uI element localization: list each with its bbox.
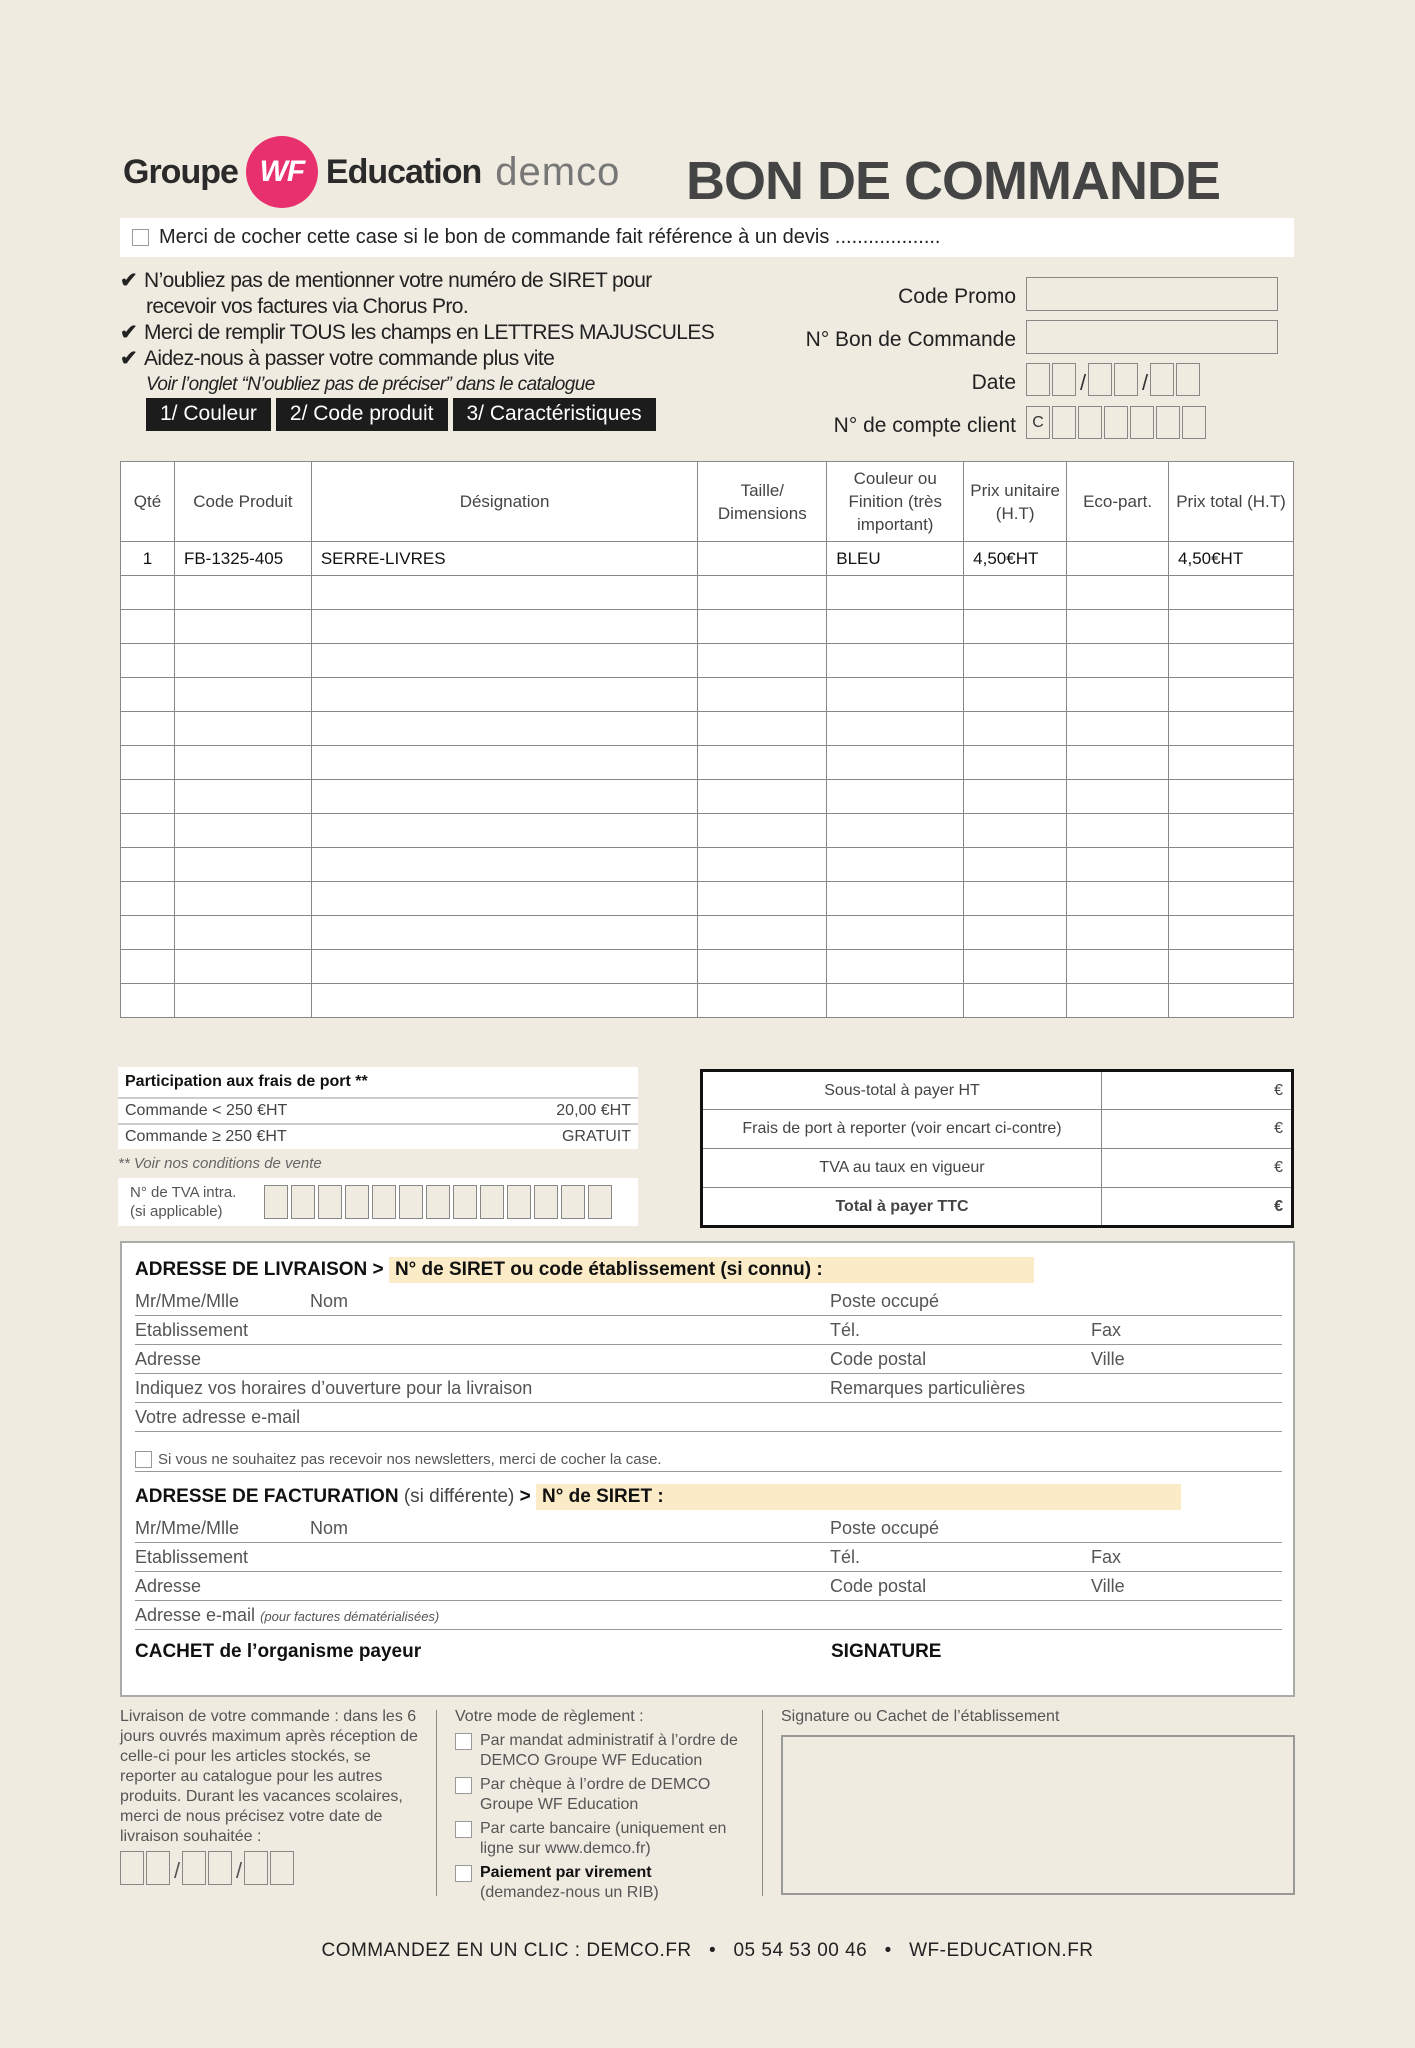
table-cell[interactable] [827,576,964,610]
livraison-text: Livraison de votre commande : dans les 6 jours ouvrés maximum après réception de celle-ci pour les articles stockés, se reporter au catalogue pour les autres produits. Durant les vacances scolaires, merci de nous précisez votre date de livraison souhaitée : [120,1708,418,1845]
table-row [121,678,1294,712]
slash: / [1141,370,1149,395]
fax-field[interactable]: Fax [1091,1547,1122,1567]
livraison-title: ADRESSE DE LIVRAISON [135,1259,368,1280]
date-input[interactable] [1026,363,1202,403]
table-cell[interactable] [827,712,964,746]
date-label: Date [971,371,1016,394]
table-cell[interactable] [964,882,1067,916]
divider [762,1710,763,1896]
table-cell[interactable] [964,678,1067,712]
tva-digit-box[interactable] [588,1185,612,1219]
table-cell[interactable] [698,780,827,814]
tva-input[interactable] [264,1185,612,1219]
demco-logo: demco [495,149,621,194]
tva-digit-box[interactable] [345,1185,369,1219]
table-cell[interactable] [121,712,175,746]
tags [146,398,656,431]
table-cell[interactable] [174,814,311,848]
compte-prefix: C [1026,406,1050,439]
divider [436,1710,437,1896]
table-cell[interactable] [827,678,964,712]
tel-field[interactable]: Tél. [830,1547,861,1567]
frais-title: Participation aux frais de port ** [118,1067,638,1097]
table-cell[interactable] [698,882,827,916]
footer: COMMANDEZ EN UN CLIC : DEMCO.FR • 05 54 53 00 46 • WF-EDUCATION.FR [321,1940,1094,1961]
table-cell[interactable] [311,814,698,848]
frais-row [118,1097,638,1123]
totals-row [702,1110,1293,1149]
logo-education: Education [325,152,482,191]
payment-sub: (demandez-nous un RIB) [480,1884,659,1901]
frais-port [118,1067,638,1226]
table-row [121,984,1294,1018]
payment-checkbox[interactable] [455,1821,472,1838]
column-header: Prix unitaire (H.T) [964,462,1067,542]
frais-price: 20,00 €HT [556,1102,631,1119]
totals-label: Total à payer TTC [702,1188,1102,1227]
table-cell[interactable] [174,916,311,950]
table-cell[interactable] [827,916,964,950]
table-cell[interactable] [1067,712,1169,746]
table-cell[interactable] [174,950,311,984]
table-cell[interactable] [1067,576,1169,610]
table-cell[interactable] [121,984,175,1018]
wf-logo-icon: WF [246,136,318,208]
payment-label: Par carte bancaire (uniquement en ligne sur www.demco.fr) [480,1820,727,1857]
table-cell[interactable] [698,576,827,610]
check-icon: ✔ [120,269,137,292]
slash: / [173,1858,181,1883]
table-cell[interactable] [964,746,1067,780]
table-cell[interactable] [174,576,311,610]
column-header: Eco-part. [1067,462,1169,542]
table-cell[interactable] [1067,746,1169,780]
fax-field[interactable]: Fax [1091,1320,1122,1340]
newsletter-checkbox[interactable] [135,1451,152,1468]
order-table [120,461,1294,1018]
table-cell[interactable] [121,678,175,712]
tva-digit-box[interactable] [426,1185,450,1219]
table-row [121,576,1294,610]
column-header: Couleur ou Finition (très important) [827,462,964,542]
table-cell[interactable] [964,950,1067,984]
frais-note: ** Voir nos conditions de vente [118,1155,322,1172]
table-cell[interactable] [174,882,311,916]
table-cell[interactable] [174,746,311,780]
table-cell[interactable] [1169,712,1294,746]
table-row [121,712,1294,746]
tva-digit-box[interactable] [291,1185,315,1219]
checklist-item: Merci de remplir TOUS les champs en LETTRES MAJUSCULES [144,321,715,344]
poste-field[interactable]: Poste occupé [830,1291,940,1311]
table-cell[interactable] [174,712,311,746]
remarques-field[interactable]: Remarques particulières [830,1378,1026,1398]
reglement [455,1707,755,1903]
page-title: BON DE COMMANDE [686,151,1220,211]
table-cell[interactable]: BLEU [827,542,964,576]
payment-option[interactable] [455,1731,755,1771]
check-icon: ✔ [120,321,137,344]
table-cell[interactable] [311,746,698,780]
tva-label-sub: (si applicable) [130,1203,223,1220]
payment-label: Paiement par virement [480,1864,652,1881]
signature-title: Signature ou Cachet de l’établissement [781,1708,1060,1725]
adresse-field[interactable]: Adresse [135,1349,202,1369]
livraison-note [120,1707,425,1891]
table-row [121,848,1294,882]
table-cell[interactable] [964,984,1067,1018]
ville-field[interactable]: Ville [1091,1576,1125,1596]
table-cell[interactable]: FB-1325-405 [174,542,311,576]
poste-field[interactable]: Poste occupé [830,1518,940,1538]
table-cell[interactable] [827,814,964,848]
code-promo-label: Code Promo [898,285,1016,308]
tag-code-produit: 2/ Code produit [276,398,448,431]
frais-price: GRATUIT [561,1128,631,1145]
address-section [120,1241,1295,1697]
table-cell[interactable] [1169,882,1294,916]
table-cell[interactable] [1067,916,1169,950]
table-cell[interactable] [311,984,698,1018]
table-cell[interactable] [1169,644,1294,678]
email-field[interactable]: Votre adresse e-mail [135,1407,301,1427]
tag-caracteristiques: 3/ Caractéristiques [453,398,656,431]
table-cell[interactable] [1169,780,1294,814]
table-cell[interactable] [698,814,827,848]
facturation-title: ADRESSE DE FACTURATION [135,1486,399,1507]
table-cell[interactable] [827,882,964,916]
table-row [121,916,1294,950]
email-field[interactable] [135,1605,439,1626]
table-row [121,882,1294,916]
devis-checkbox[interactable] [132,229,149,246]
table-cell[interactable] [827,610,964,644]
table-cell[interactable] [174,780,311,814]
table-cell[interactable] [698,610,827,644]
table-cell[interactable] [698,950,827,984]
tva-label: N° de TVA intra. [130,1184,237,1201]
signature-box[interactable] [781,1735,1295,1895]
totals-row [702,1149,1293,1188]
payment-option[interactable] [455,1819,755,1859]
payment-checkbox[interactable] [455,1733,472,1750]
logo-groupe: Groupe [123,152,238,191]
adresse-field[interactable]: Adresse [135,1576,202,1596]
table-cell[interactable] [174,644,311,678]
table-cell[interactable] [311,916,698,950]
table-cell[interactable] [311,576,698,610]
tva-digit-box[interactable] [264,1185,288,1219]
table-cell[interactable] [311,950,698,984]
arrow: > [372,1259,384,1280]
frais-row [118,1123,638,1149]
totals-label: Frais de port à reporter (voir encart ci-contre) [702,1110,1102,1149]
table-cell[interactable] [698,984,827,1018]
table-cell[interactable] [1169,848,1294,882]
frais-cond: Commande ≥ 250 €HT [125,1128,287,1145]
slash: / [235,1858,243,1883]
table-cell[interactable]: 4,50€HT [1169,542,1294,576]
table-cell[interactable] [964,610,1067,644]
table-cell[interactable]: 1 [121,542,175,576]
table-row [121,610,1294,644]
totals-value[interactable]: € [1102,1071,1293,1110]
table-cell[interactable] [1169,610,1294,644]
payment-option[interactable] [455,1775,755,1815]
column-header: Taille/ Dimensions [698,462,827,542]
totals-table [700,1069,1294,1228]
table-cell[interactable]: SERRE-LIVRES [311,542,698,576]
table-cell[interactable] [311,644,698,678]
table-header-row [121,462,1294,542]
table-cell[interactable] [174,984,311,1018]
facturation-siret-field[interactable]: N° de SIRET : [536,1484,1181,1510]
table-cell[interactable] [964,712,1067,746]
table-cell[interactable] [698,712,827,746]
reglement-title: Votre mode de règlement : [455,1708,644,1725]
check-icon: ✔ [120,347,137,370]
table-cell[interactable] [1067,950,1169,984]
table-cell[interactable] [1067,644,1169,678]
table-row [121,780,1294,814]
bon-commande-label: N° Bon de Commande [805,328,1016,351]
devis-label: Merci de cocher cette case si le bon de commande fait référence à un devis ................... [159,226,941,248]
frais-cond: Commande < 250 €HT [125,1102,288,1119]
table-cell[interactable] [1067,848,1169,882]
table-row [121,950,1294,984]
table-cell[interactable] [1169,950,1294,984]
table-cell[interactable] [174,678,311,712]
column-header: Qté [121,462,175,542]
table-cell[interactable] [121,780,175,814]
table-cell[interactable] [827,644,964,678]
table-row [121,746,1294,780]
table-cell[interactable] [964,644,1067,678]
table-cell[interactable]: 4,50€HT [964,542,1067,576]
table-cell[interactable] [311,848,698,882]
ville-field[interactable]: Ville [1091,1349,1125,1369]
table-cell[interactable] [1067,610,1169,644]
compte-client-label: N° de compte client [833,414,1016,437]
table-cell[interactable] [827,780,964,814]
table-cell[interactable] [1169,984,1294,1018]
logo [123,132,620,212]
table-cell[interactable] [1067,678,1169,712]
checklist-item: Aidez-nous à passer votre commande plus vite [144,347,555,370]
devis-row [120,218,1294,257]
bon-commande-input[interactable] [1026,320,1278,354]
tel-field[interactable]: Tél. [830,1320,861,1340]
table-cell[interactable] [698,746,827,780]
facturation-sub: (si différente) [403,1486,515,1507]
table-cell[interactable] [964,814,1067,848]
table-cell[interactable] [964,916,1067,950]
payment-checkbox[interactable] [455,1865,472,1882]
code-postal-field[interactable]: Code postal [830,1349,927,1369]
signature-label: SIGNATURE [831,1641,942,1662]
column-header: Prix total (H.T) [1169,462,1294,542]
payment-label: Par chèque à l’ordre de DEMCO Groupe WF Education [480,1776,711,1813]
tva-intra [118,1178,638,1226]
checklist-item: N’oubliez pas de mentionner votre numéro de SIRET pour [144,269,652,292]
tag-couleur: 1/ Couleur [146,398,271,431]
checklist-item: recevoir vos factures via Chorus Pro. [146,295,469,318]
table-cell[interactable] [1067,882,1169,916]
table-cell[interactable] [121,746,175,780]
table-cell[interactable] [964,576,1067,610]
tva-digit-box[interactable] [318,1185,342,1219]
table-cell[interactable] [121,610,175,644]
table-cell[interactable] [827,848,964,882]
table-cell[interactable] [121,644,175,678]
table-cell[interactable] [311,882,698,916]
table-cell[interactable] [827,984,964,1018]
table-cell[interactable] [311,678,698,712]
table-cell[interactable] [698,644,827,678]
payment-checkbox[interactable] [455,1777,472,1794]
table-cell[interactable] [964,848,1067,882]
etablissement-field[interactable]: Etablissement [135,1547,249,1567]
totals-value[interactable]: € [1102,1188,1293,1227]
table-cell[interactable] [827,950,964,984]
table-cell[interactable] [964,780,1067,814]
code-promo-input[interactable] [1026,277,1278,311]
etablissement-field[interactable]: Etablissement [135,1320,249,1340]
totals-row [702,1071,1293,1110]
table-cell[interactable] [121,814,175,848]
totals-value[interactable]: € [1102,1149,1293,1188]
table-cell[interactable] [1169,814,1294,848]
table-cell[interactable] [1169,678,1294,712]
table-cell[interactable] [1067,542,1169,576]
table-cell[interactable] [174,610,311,644]
column-header: Désignation [311,462,698,542]
checklist-item: Voir l’onglet “N’oubliez pas de préciser” dans le catalogue [146,374,595,395]
table-cell[interactable] [174,848,311,882]
payment-label: Par mandat administratif à l’ordre de DEMCO Groupe WF Education [480,1732,738,1769]
tva-digit-box[interactable] [561,1185,585,1219]
table-cell[interactable] [121,950,175,984]
table-row [121,644,1294,678]
table-cell[interactable] [121,916,175,950]
table-cell[interactable] [1169,576,1294,610]
table-cell[interactable] [311,712,698,746]
totals-value[interactable]: € [1102,1110,1293,1149]
tva-digit-box[interactable] [453,1185,477,1219]
table-cell[interactable] [121,882,175,916]
slash: / [1079,370,1087,395]
civ-label: Mr/Mme/Mlle [135,1291,239,1311]
table-cell[interactable] [121,848,175,882]
payment-option[interactable] [455,1863,755,1903]
email-note: (pour factures dématérialisées) [260,1609,440,1624]
livraison-siret-field[interactable]: N° de SIRET ou code établissement (si connu) : [389,1257,1034,1283]
nom-field[interactable]: Nom [310,1291,349,1311]
tva-digit-box[interactable] [372,1185,396,1219]
table-cell[interactable] [698,678,827,712]
table-cell[interactable] [698,848,827,882]
cachet-label: CACHET de l’organisme payeur [135,1641,422,1662]
delivery-date-input[interactable] [120,1851,425,1891]
tva-digit-box[interactable] [480,1185,504,1219]
code-postal-field[interactable]: Code postal [830,1576,927,1596]
horaires-field[interactable]: Indiquez vos horaires d’ouverture pour la livraison [135,1378,533,1398]
table-cell[interactable] [1169,916,1294,950]
totals-row [702,1188,1293,1227]
email-label: Adresse e-mail [135,1605,256,1625]
table-row [121,814,1294,848]
totals-label: Sous-total à payer HT [702,1071,1102,1110]
table-cell[interactable] [698,916,827,950]
column-header: Code Produit [174,462,311,542]
checklist [120,268,714,398]
civ-label: Mr/Mme/Mlle [135,1518,239,1538]
table-cell[interactable] [311,780,698,814]
table-cell[interactable] [121,576,175,610]
compte-client-input[interactable] [1026,406,1208,439]
arrow: > [519,1486,531,1507]
table-cell[interactable] [1067,780,1169,814]
table-cell[interactable] [1067,814,1169,848]
table-row [121,542,1294,576]
newsletter-label: Si vous ne souhaitez pas recevoir nos newsletters, merci de cocher la case. [158,1451,662,1468]
tva-digit-box[interactable] [399,1185,423,1219]
table-cell[interactable] [1067,984,1169,1018]
nom-field[interactable]: Nom [310,1518,349,1538]
table-cell[interactable] [1169,746,1294,780]
table-cell[interactable] [827,746,964,780]
tva-digit-box[interactable] [534,1185,558,1219]
totals-label: TVA au taux en vigueur [702,1149,1102,1188]
table-cell[interactable] [698,542,827,576]
table-cell[interactable] [311,610,698,644]
tva-digit-box[interactable] [507,1185,531,1219]
